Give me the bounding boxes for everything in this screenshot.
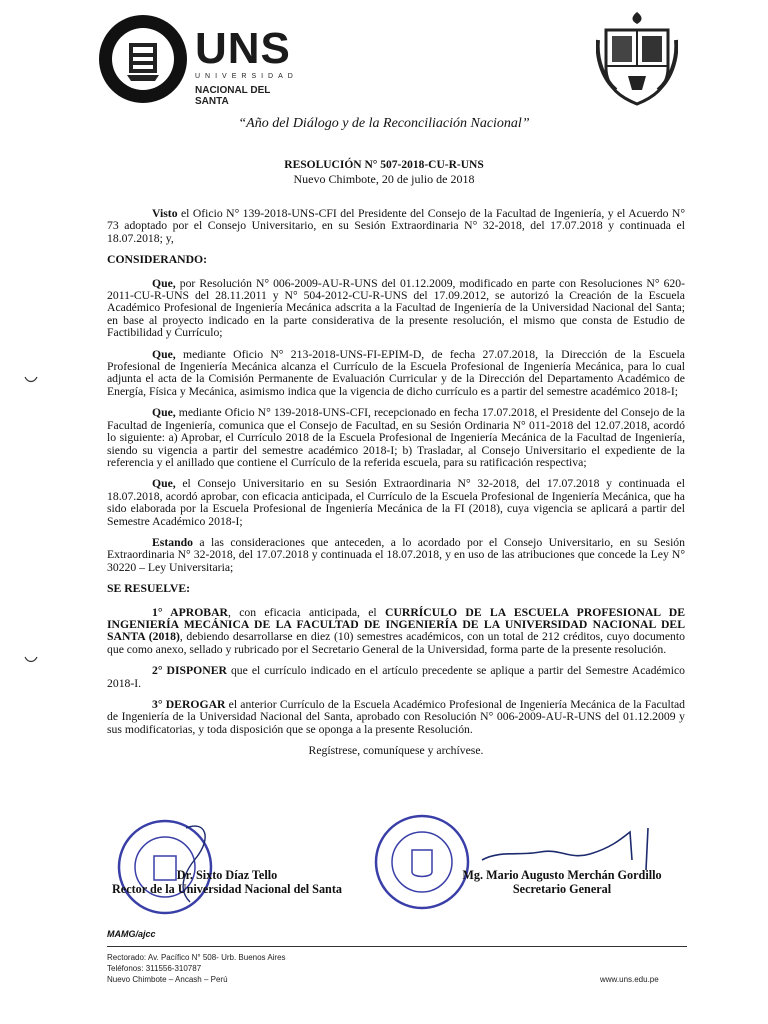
estando-paragraph: Estando a las consideraciones que anteceden, a lo acordado por el Consejo Universitario, en su Sesión Extraordinaria N° 32-2018, del 17.07.2018 y continuada el 18.07.2018, y en uso de las atribuciones que concede la Ley N° 30220 – Ley Universitaria;	[107, 535, 685, 574]
footer-address	[107, 952, 286, 985]
coat-of-arms-icon	[596, 10, 678, 106]
uns-logo	[97, 13, 297, 105]
resolution-title: RESOLUCIÓN N° 507-2018-CU-R-UNS	[284, 159, 484, 171]
que-paragraph-1: Que, por Resolución N° 006-2009-AU-R-UNS del 01.12.2009, modificado en parte con Resoluciones N° 620-2011-CU-R-UNS del 28.11.2011 y N° 504-2012-CU-R-UNS del 17.09.2012, se autorizó la Creación de la Escuela Académico Profesional de Ingeniería Mecánica adscrita a la Facultad de Ingeniería de la Universidad Nacional del Santa; en base al proyecto indicado en la parte considerativa de la presente resolución, el mismo que consta de Estudio de Factibilidad y Currículo;	[107, 276, 685, 340]
rector-signature-block	[107, 869, 347, 896]
que-paragraph-2: Que, mediante Oficio N° 213-2018-UNS-FI-EPIM-D, de fecha 27.07.2018, la Dirección de la Escuela Profesional de Ingeniería Mecánica alcanza el Currículo de la Escuela Profesional de Ingeniería Mecánica, para lo cual adjunta el acta de la Comisión Permanente de Evaluación Curricular y de la Dirección del Departamento Académico de Energía, Física y Mecánica, asimismo indica que la vigencia de dicho currículo es a partir del semestre académico 2018-I;	[107, 347, 685, 398]
resolution-body	[107, 208, 685, 767]
punch-mark-icon	[24, 656, 38, 664]
rector-name: Dr. Sixto Díaz Tello	[176, 868, 278, 882]
secretary-name: Mg. Mario Augusto Merchán Gordillo	[462, 868, 662, 882]
footer-line-1: Rectorado: Av. Pacífico N° 508- Urb. Buenos Aires	[107, 953, 286, 962]
footer-divider	[107, 946, 687, 947]
que-paragraph-3: Que, mediante Oficio N° 139-2018-UNS-CFI, recepcionado en fecha 17.07.2018, el Presidente del Consejo de la Facultad de Ingeniería, comunica que el Consejo de Facultad, en su Sesión Ordinaria N° 011-2018 del 12.07.2018, acordó lo siguiente: a) Aprobar, el Currículo 2018 de la Escuela Profesional de Ingeniería Mecánica de la Facultad de Ingeniería, siendo su vigencia a partir del semestre académico 2018-I; b) Trasladar, al Consejo Universitario el expediente de la referencia y el anillado que contiene el Currículo de la referida escuela, para su ratificación respectiva;	[107, 406, 685, 469]
secretary-title: Secretario General	[512, 881, 612, 896]
article-1: 1° APROBAR, con eficacia anticipada, el CURRÍCULO DE LA ESCUELA PROFESIONAL DE INGENIERÍA MECÁNICA DE LA FACULTAD DE INGENIERÍA DE LA UNIVERSIDAD NACIONAL DEL SANTA (2018), debiendo desarrollarse en diez (10) semestres académicos, con un total de 212 créditos, cuyo documento que como anexo, sellado y rubricado por el Secretario General de la Universidad, forma parte de la presente resolución.	[107, 605, 685, 656]
brand-name: NACIONAL DEL SANTA	[195, 85, 271, 107]
secretary-signature-block	[432, 869, 692, 896]
brand-small: UNIVERSIDAD	[195, 73, 298, 80]
article-2: 2° DISPONER que el currículo indicado en el artículo precedente se aplique a partir del Semestre Académico 2018-I.	[107, 664, 685, 690]
considerando-heading: CONSIDERANDO:	[107, 253, 208, 267]
punch-mark-icon	[24, 376, 38, 384]
closing-line: Regístrese, comuníquese y archívese.	[308, 744, 484, 758]
footer-website: www.uns.edu.pe	[600, 975, 659, 984]
footer-line-2: Teléfonos: 311556-310787	[107, 964, 202, 973]
university-stamp-icon	[116, 818, 214, 916]
article-3: 3° DEROGAR el anterior Currículo de la Escuela Académico Profesional de Ingeniería Mecánica de la Facultad de Ingeniería de la Universidad Nacional del Santa, aprobado con Resolución N° 006-2009-AU-R-UNS del 01.12.2009 y sus modificatorias, y toda disposición que se oponga a la presente Resolución.	[107, 698, 685, 736]
secretary-stamp-icon	[372, 810, 484, 914]
que-paragraph-4: Que, el Consejo Universitario en su Sesión Extraordinaria N° 32-2018, del 17.07.2018 y continuada el 18.07.2018, acordó aprobar, con eficacia anticipada, el Currículo de la Escuela Profesional de Ingeniería Mecánica, que ha sido elaborada por la Escuela Profesional de Ingeniería Mecánica de la FI (2018), cuya vigencia se aplicará a partir del Semestre Académico 2018-I;	[107, 477, 685, 528]
typist-initials: MAMG/ajcc	[107, 929, 156, 939]
footer-line-3: Nuevo Chimbote – Ancash – Perú	[107, 975, 228, 984]
year-motto: “Año del Diálogo y de la Reconciliación Nacional”	[238, 116, 530, 131]
brand-abbr: UNS	[195, 24, 291, 73]
resolution-date: Nuevo Chimbote, 20 de julio de 2018	[293, 172, 475, 186]
visto-paragraph: Visto el Oficio N° 139-2018-UNS-CFI del Presidente del Consejo de la Facultad de Ingeniería, y el Acuerdo N° 73 adoptado por el Consejo Universitario, en su Sesión Extraordinaria N° 32-2018, del 17.07.2018 y continuada el 18.07.2018; y,	[107, 207, 685, 245]
university-seal-icon	[97, 13, 189, 105]
se-resuelve-heading: SE RESUELVE:	[107, 582, 191, 596]
rector-title: Rector de la Universidad Nacional del Santa	[112, 881, 342, 896]
